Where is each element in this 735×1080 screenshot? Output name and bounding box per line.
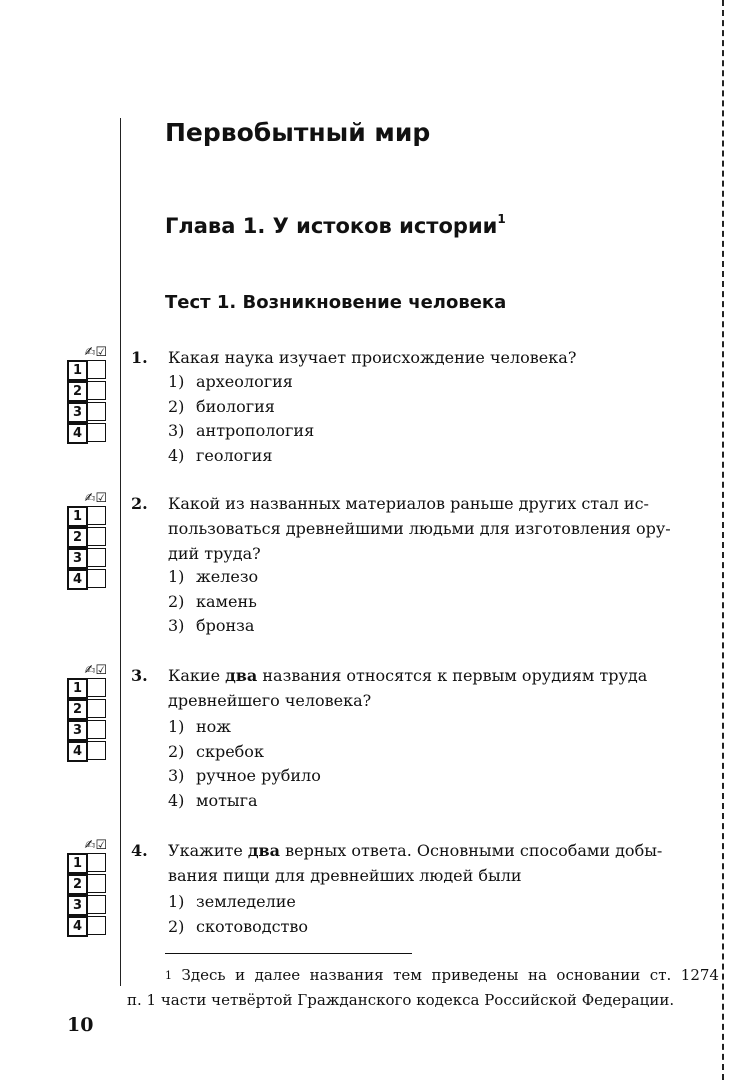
margin-rule xyxy=(120,118,121,986)
answer-box xyxy=(67,345,109,444)
answer-option xyxy=(168,444,314,469)
question-text: Какой из названных материалов раньше других стал ис- пользоваться древнейшими людьми для изготовления ору- дий труда? xyxy=(168,494,671,563)
answer-row xyxy=(67,741,109,762)
answer-row xyxy=(67,916,109,937)
answer-cell[interactable] xyxy=(88,678,106,697)
question-number: 2. xyxy=(131,494,148,513)
answer-cell[interactable] xyxy=(88,402,106,421)
answer-options xyxy=(168,565,258,639)
answer-row xyxy=(67,853,109,874)
answer-number: 4 xyxy=(67,741,88,762)
answer-row xyxy=(67,678,109,699)
answer-option xyxy=(168,715,321,740)
test-title: Тест 1. Возникновение человека xyxy=(165,292,507,313)
answer-row xyxy=(67,569,109,590)
answer-options xyxy=(168,890,308,939)
answer-number: 3 xyxy=(67,895,88,916)
answer-cell[interactable] xyxy=(88,741,106,760)
option-text: мотыга xyxy=(196,790,258,810)
option-number: 2) xyxy=(168,396,185,416)
option-number: 1) xyxy=(168,717,185,736)
pencil-check-icon: ✍☑ xyxy=(84,663,107,678)
answer-number: 4 xyxy=(67,916,88,937)
chapter-title-text: Глава 1. У истоков истории xyxy=(165,214,498,238)
option-number: 4) xyxy=(168,790,185,810)
answer-option xyxy=(168,789,321,814)
option-text: камень xyxy=(196,591,257,611)
answer-cell[interactable] xyxy=(88,720,106,739)
answer-row xyxy=(67,699,109,720)
answer-option xyxy=(168,740,321,765)
answer-cell[interactable] xyxy=(88,506,106,525)
answer-box xyxy=(67,491,109,590)
question-text: Какие два названия относятся к первым орудиям труда древнейшего человека? xyxy=(168,666,648,710)
answer-row xyxy=(67,360,109,381)
option-text: земледелие xyxy=(196,892,296,911)
option-text: антропология xyxy=(196,421,315,440)
pencil-check-icon: ✍☑ xyxy=(84,345,107,360)
answer-option xyxy=(168,890,308,915)
answer-number: 1 xyxy=(67,506,88,527)
answer-option xyxy=(168,565,258,590)
option-number: 4) xyxy=(168,445,185,465)
answer-number: 1 xyxy=(67,360,88,381)
answer-cell[interactable] xyxy=(88,699,106,718)
answer-cell[interactable] xyxy=(88,916,106,935)
answer-row xyxy=(67,506,109,527)
question-number: 3. xyxy=(131,666,148,685)
answer-number: 3 xyxy=(67,402,88,423)
part-title: Первобытный мир xyxy=(165,118,431,147)
answer-cell[interactable] xyxy=(88,360,106,379)
pencil-check-icon: ✍☑ xyxy=(84,491,107,506)
answer-box xyxy=(67,838,109,937)
answer-row xyxy=(67,402,109,423)
answer-cell[interactable] xyxy=(88,381,106,400)
option-number: 3) xyxy=(168,766,185,785)
page-number: 10 xyxy=(67,1014,94,1036)
cut-line xyxy=(722,0,724,1080)
footnote-text-1: Здесь и далее названия тем приведены на основании ст. 1274 xyxy=(181,966,719,984)
option-number: 1) xyxy=(168,567,185,586)
option-text: скребок xyxy=(196,741,264,761)
pencil-check-icon: ✍☑ xyxy=(84,838,107,853)
answer-number: 3 xyxy=(67,720,88,741)
answer-option xyxy=(168,614,258,639)
footnote-mark: 1 xyxy=(165,969,172,982)
answer-cell[interactable] xyxy=(88,548,106,567)
answer-row xyxy=(67,874,109,895)
footnote-reference: 1 xyxy=(497,212,506,226)
answer-number: 4 xyxy=(67,423,88,444)
answer-cell[interactable] xyxy=(88,569,106,588)
answer-options xyxy=(168,370,314,468)
answer-number: 1 xyxy=(67,853,88,874)
option-text: скотоводство xyxy=(196,916,309,936)
answer-number: 1 xyxy=(67,678,88,699)
answer-number: 2 xyxy=(67,874,88,895)
option-text: ручное рубило xyxy=(196,766,321,785)
footnote-line-2: п. 1 части четвёртой Гражданского кодекса Российской Федерации. xyxy=(127,991,675,1009)
footnote xyxy=(127,963,719,1013)
answer-cell[interactable] xyxy=(88,895,106,914)
option-number: 2) xyxy=(168,741,185,761)
answer-option xyxy=(168,915,308,940)
answer-row xyxy=(67,381,109,402)
answer-box xyxy=(67,663,109,762)
option-number: 1) xyxy=(168,892,185,911)
answer-option xyxy=(168,764,321,789)
option-text: железо xyxy=(196,567,259,586)
option-number: 2) xyxy=(168,591,185,611)
option-text: бронза xyxy=(196,616,255,635)
question-number: 1. xyxy=(131,348,148,367)
option-text: нож xyxy=(196,717,232,736)
answer-row xyxy=(67,548,109,569)
answer-option xyxy=(168,370,314,395)
answer-number: 3 xyxy=(67,548,88,569)
answer-cell[interactable] xyxy=(88,423,106,442)
answer-options xyxy=(168,715,321,813)
question-text: Какая наука изучает происхождение человека? xyxy=(168,348,577,367)
option-number: 3) xyxy=(168,616,185,635)
footnote-line-1 xyxy=(127,963,719,988)
answer-option xyxy=(168,395,314,420)
answer-cell[interactable] xyxy=(88,527,106,546)
answer-row xyxy=(67,895,109,916)
answer-option xyxy=(168,590,258,615)
option-text: геология xyxy=(196,445,273,465)
answer-number: 2 xyxy=(67,381,88,402)
answer-cell[interactable] xyxy=(88,853,106,872)
answer-number: 4 xyxy=(67,569,88,590)
answer-number: 2 xyxy=(67,527,88,548)
answer-row xyxy=(67,720,109,741)
option-number: 3) xyxy=(168,421,185,440)
option-text: биология xyxy=(196,396,275,416)
option-number: 1) xyxy=(168,372,185,391)
answer-cell[interactable] xyxy=(88,874,106,893)
question-text: Укажите два верных ответа. Основными способами добы- вания пищи для древнейших людей были xyxy=(168,841,663,885)
answer-row xyxy=(67,423,109,444)
option-number: 2) xyxy=(168,916,185,936)
question-number: 4. xyxy=(131,841,148,860)
footnote-divider xyxy=(165,953,412,954)
chapter-title xyxy=(165,214,506,238)
answer-row xyxy=(67,527,109,548)
answer-number: 2 xyxy=(67,699,88,720)
option-text: археология xyxy=(196,372,293,391)
answer-option xyxy=(168,419,314,444)
